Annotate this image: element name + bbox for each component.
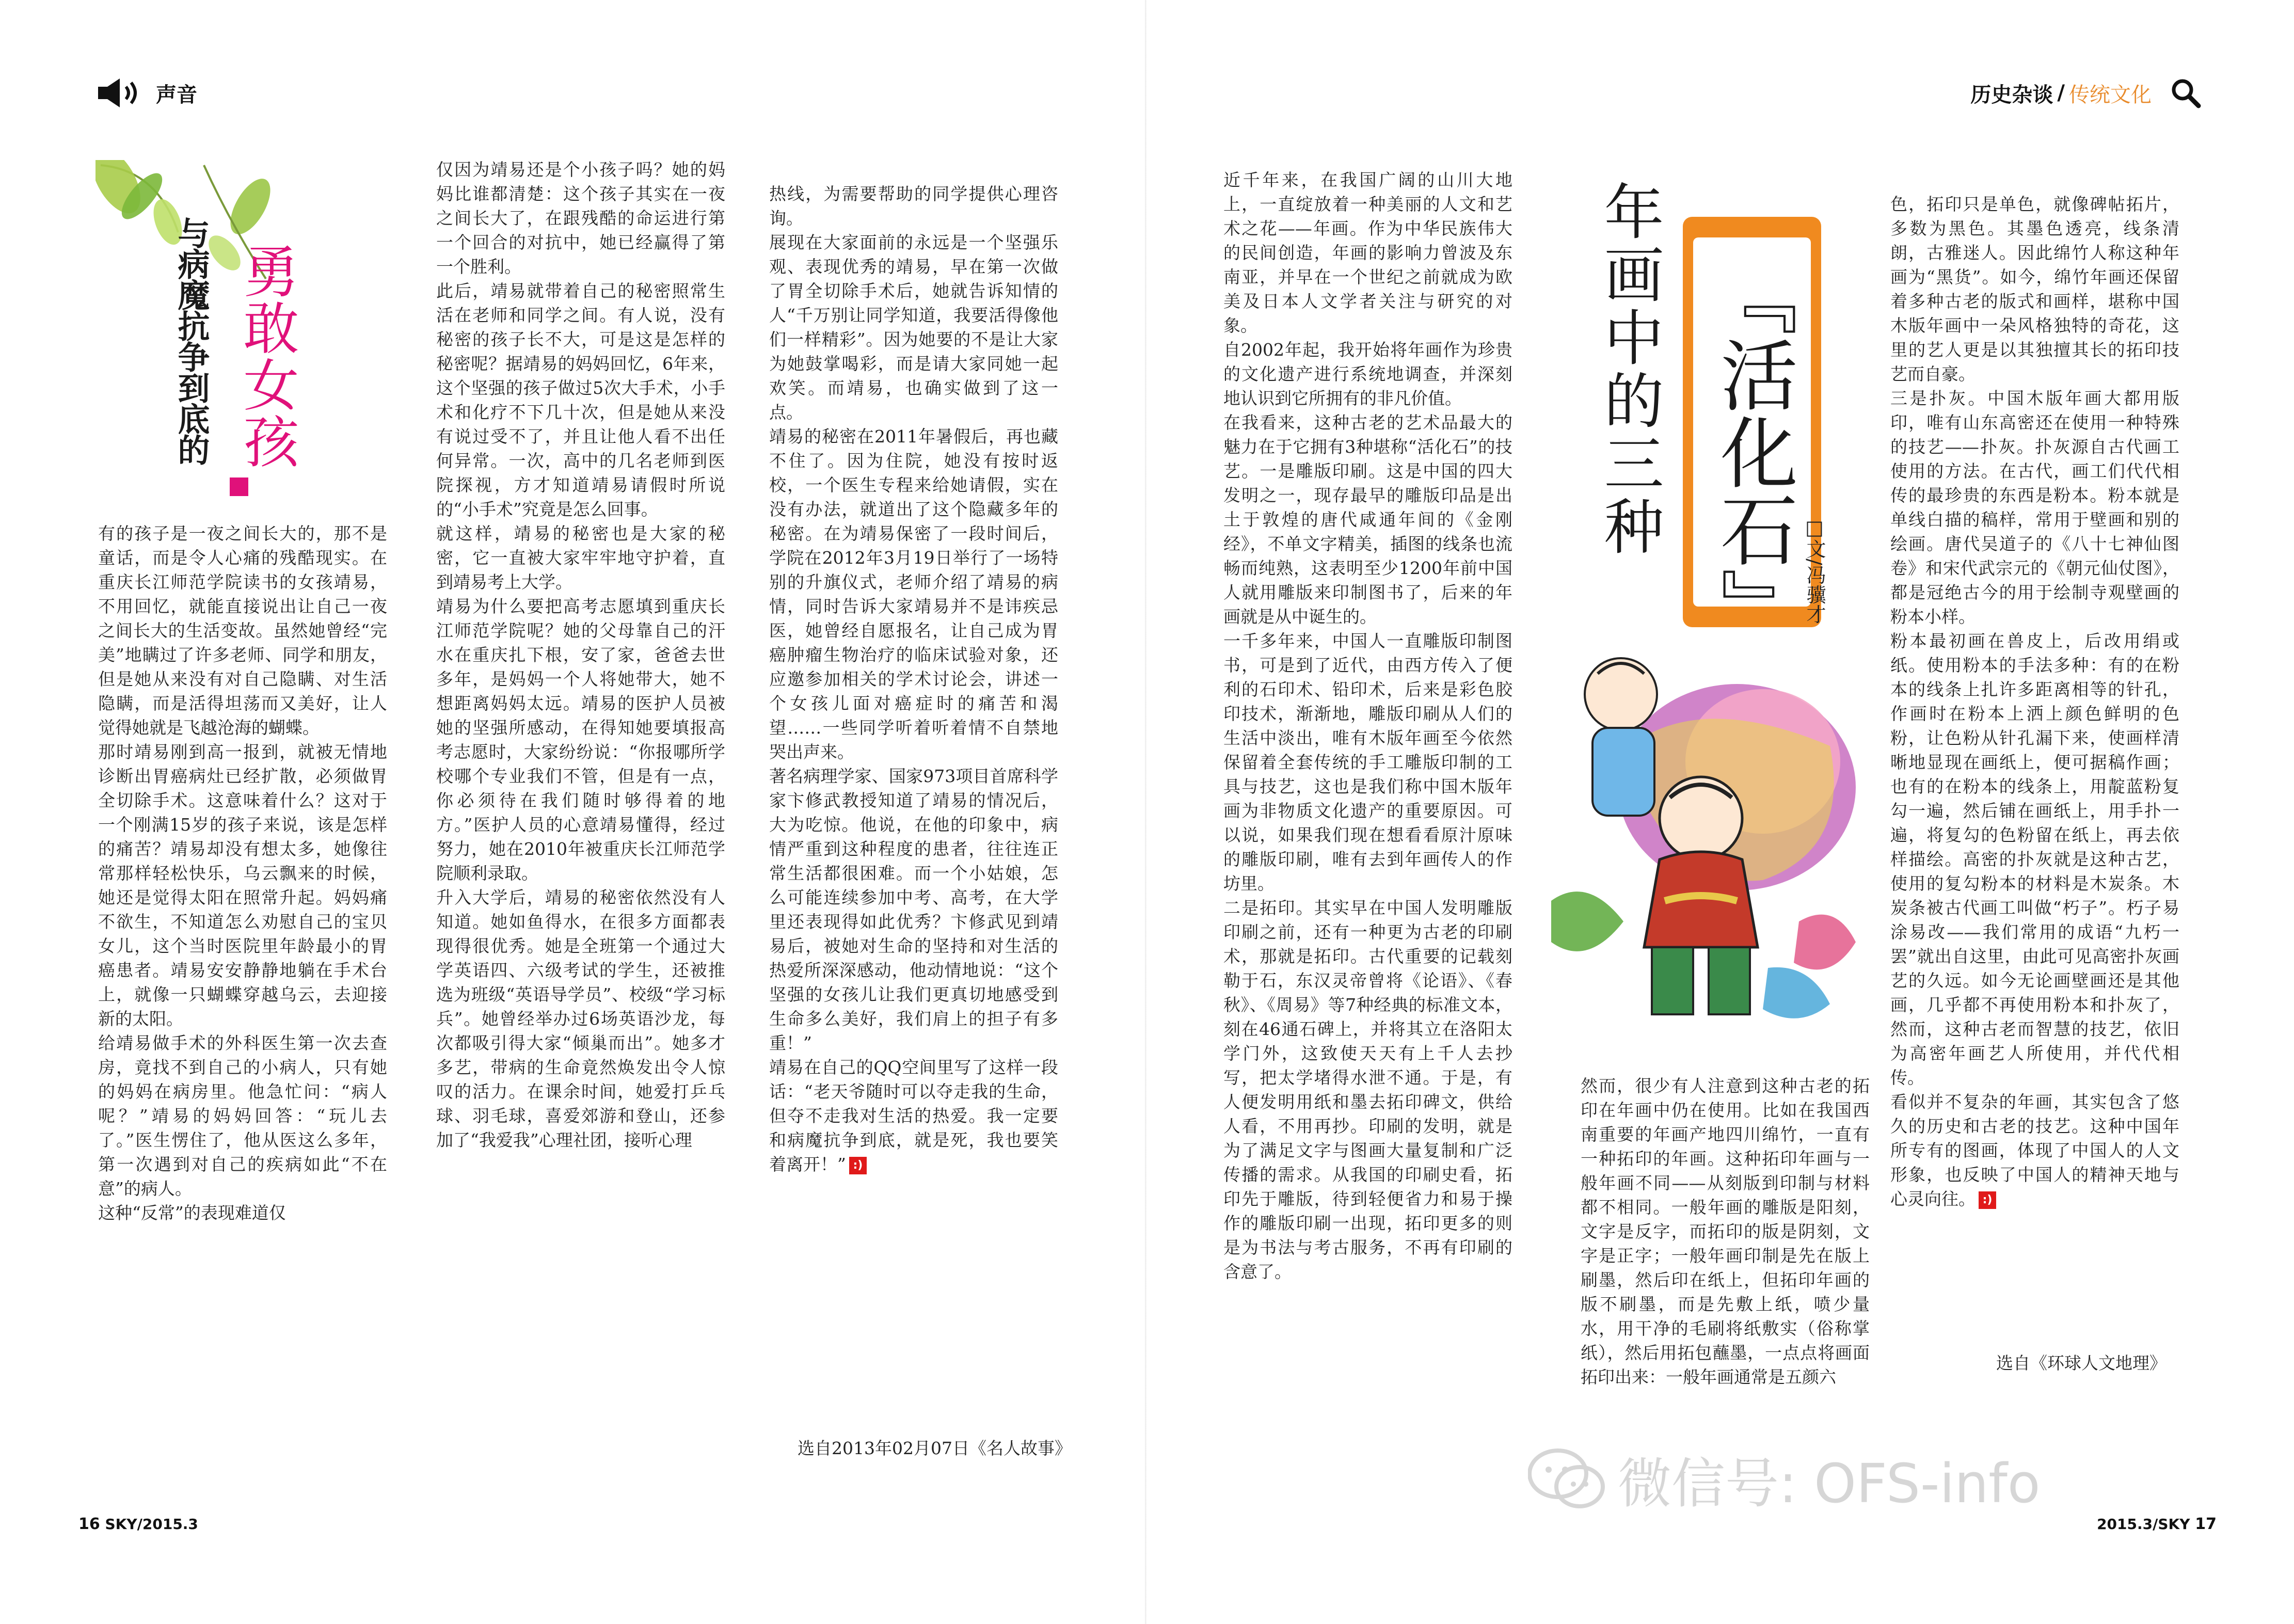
title-highlight-inner <box>1693 237 1811 645</box>
magnifier-icon <box>2170 77 2201 108</box>
end-mark-right: :) <box>1979 1191 1996 1209</box>
right-column-3 <box>1890 168 2179 1211</box>
end-mark: :) <box>849 1157 867 1174</box>
left-source: 选自2013年02月07日《名人故事》 <box>798 1438 1072 1458</box>
left-column-3 <box>769 157 1058 1176</box>
left-header <box>98 77 197 108</box>
left-column-1: 有的孩子是一夜之间长大的，那不是童话，而是令人心痛的残酷现实。在重庆长江师范学院读书的女孩靖易，不用回忆，就能直接说出让自己一夜之间长大的生活变故。虽然她曾经“完美”地瞒过了许多老师、同学和朋友，但是她从来没有对自己隐瞒、对生活隐瞒，而是活得坦荡而又美好，让人觉得她就是飞越沧海的蝴蝶。 那时靖易刚到高一报到，就被无情地诊断出胃癌病灶已经扩散，必须做胃全切除手术。这意味着什么？这对于一个刚满15岁的孩子来说，该是怎样的痛苦？靖易却没有想太多，她像往常那样轻松快乐，乌云飘来的时候，她还是觉得太阳在照常升起。妈妈痛不欲生，不知道怎么劝慰自己的宝贝女儿，这个当时医院里年龄最小的胃癌患者。靖易安安静静地躺在手术台上，就像一只蝴蝶穿越乌云，去迎接新的太阳。 给靖易做手术的外科医生第一次去查房，竟找不到自己的小病人，只有她的妈妈在病房里。他急忙问：“病人呢？”靖易的妈妈回答：“玩儿去了。”医生愣住了，他从医这么多年，第一次遇到对自己的疾病如此“不在意”的病人。 这种“反常”的表现难道仅 <box>98 523 387 1223</box>
article-title: 勇敢女孩 <box>234 243 298 470</box>
left-column-2: 仅因为靖易还是个小孩子吗？她的妈妈比谁都清楚：这个孩子其实在一夜之间长大了，在跟残酷的命运进行第一个回合的对抗中，她已经赢得了第一个胜利。 此后，靖易就带着自己的秘密照常生活在老师和同学之间。有人说，没有秘密的孩子长不大，可是这是怎样的秘密呢？据靖易的妈妈回忆，6年来，这个坚强的孩子做过5次大手术，小手术和化疗不下几十次，但是她从来没有说过受不了，并且让他人看不出任何异常。一次，高中的几名老师到医院探视，方才知道靖易请假时所说的“小手术”究竟是怎么回事。 就这样，靖易的秘密也是大家的秘密，它一直被大家牢牢地守护着，直到靖易考上大学。 靖易为什么要把高考志愿填到重庆长江师范学院呢？她的父母靠自己的汗水在重庆扎下根，安了家，爸爸去世多年，是妈妈一个人将她带大，她不想距离妈妈太远。靖易的医护人员被她的坚强所感动，在得知她要填报高考志愿时，大家纷纷说：“你报哪所学校哪个专业我们不管，但是有一点，你必须待在我们随时够得着的地方。”医护人员的心意靖易懂得，经过努力，她在2010年被重庆长江师范学院顺利录取。 升入大学后，靖易的秘密依然没有人知道。她如鱼得水，在很多方面都表现得很优秀。她是全班第一个通过大学英语四、六级考试的学生，还被推选为班级“英语导学员”、校级“学习标兵”。她曾经举办过6场英语沙龙，每次都吸引得大家“倾巢而出”。她多才多艺，带病的生命竟然焕发出令人惊叹的活力。在课余时间，她爱打乒乓球、羽毛球，喜爱郊游和登山，还参加了“我爱我”心理社团，接听心理 <box>436 160 725 1150</box>
article-subtitle: 与病魔抗争到底的 <box>172 217 210 465</box>
article-title-right: 年画中的三种 <box>1594 181 1664 559</box>
left-page-number: 16 <box>78 1515 100 1533</box>
right-page-number: 17 <box>2195 1515 2217 1533</box>
left-folio-text: SKY/2015.3 <box>105 1516 198 1533</box>
left-folio <box>78 1515 198 1533</box>
section-slash: / <box>2057 81 2065 105</box>
title-accent-square <box>230 477 248 496</box>
right-header <box>1970 77 2201 108</box>
right-column-3-text: 色，拓印只是单色，就像碑帖拓片，多数为黑色。其墨色透亮，线条清朗，古雅迷人。因此绵竹人称这种年画为“黑货”。如今，绵竹年画还保留着多种古老的版式和画样，堪称中国木版年画中一朵风格独特的奇花，这里的艺人更是以其独擅其长的拓印技艺而自豪。 三是扑灰。中国木版年画大都用版印，唯有山东高密还在使用一种特殊的技艺——扑灰。扑灰源自古代画工使用的方法。在古代，画工们代代相传的最珍贵的东西是粉本。粉本就是单线白描的稿样，常用于壁画和别的绘画。唐代吴道子的《八十七神仙图卷》和宋代武宗元的《朝元仙仗图》，都是冠绝古今的用于绘制寺观壁画的粉本小样。 粉本最初画在兽皮上，后改用绢或纸。使用粉本的手法多种：有的在粉本的线条上扎许多距离相等的针孔，作画时在粉本上洒上颜色鲜明的色粉，让色粉从针孔漏下来，使画样清晰地显现在画纸上，便可据稿作画；也有的在粉本的线条上，用靛蓝粉复勾一遍，然后铺在画纸上，用手扑一遍，将复勾的色粉留在纸上，再去依样描绘。高密的扑灰就是这种古艺，使用的复勾粉本的材料是木炭条。木炭条被古代画工叫做“朽子”。朽子易涂易改——我们常用的成语“九朽一罢”就出自这里，由此可见高密扑灰画艺的久远。如今无论画壁画还是其他画，几乎都不再使用粉本和扑灰了，然而，这种古老而智慧的技艺，依旧为高密年画艺人所使用，并代代相传。 看似并不复杂的年画，其实包含了悠久的历史和古老的技艺。这种中国年所专有的图画，体现了中国人的人文形象，也反映了中国人的精神天地与心灵向往。 <box>1890 194 2179 1209</box>
new-year-painting-illustration <box>1541 632 1861 1035</box>
right-column-2: 然而，很少有人注意到这种古老的拓印在年画中仍在使用。比如在我国西南重要的年画产地四川绵竹，一直有一种拓印的年画。这种拓印年画与一般年画不同——从刻版到印制与材料都不相同。一般年画的雕版是阳刻，文字是反字，而拓印的版是阴刻，文字是正字；一般年画印制是先在版上刷墨，然后印在纸上，但拓印年画的版不刷墨，而是先敷上纸，喷少量水，用干净的毛刷将纸敷实（俗称掌纸），然后用拓包蘸墨，一点点将画面拓印出来：一般年画通常是五颜六 <box>1581 1076 1870 1387</box>
title-highlight: 『活化石』 <box>1707 258 1797 645</box>
wechat-icon <box>1528 1448 1605 1510</box>
watermark <box>1528 1440 2041 1518</box>
right-source: 选自《环球人文地理》 <box>1996 1353 2166 1373</box>
left-title-block <box>173 170 323 521</box>
byline: □文/冯骥才 <box>1803 516 1826 624</box>
right-column-1: 近千年来，在我国广阔的山川大地上，一直绽放着一种美丽的人文和艺术之花——年画。作为中华民族伟大的民间创造，年画的影响力曾波及东南亚，并早在一个世纪之前就成为欧美及日本人文学者关注与研究的对象。 自2002年起，我开始将年画作为珍贵的文化遗产进行系统地调查，并深刻地认识到它所拥有的非凡价值。 在我看来，这种古老的艺术品最大的魅力在于它拥有3种堪称“活化石”的技艺。一是雕版印刷。这是中国的四大发明之一，现存最早的雕版印品是出土于敦煌的唐代咸通年间的《金刚经》，不单文字精美，插图的线条也流畅而纯熟，这表明至少1200年前中国人就用雕版来印制图书了，后来的年画就是从中诞生的。 一千多年来，中国人一直雕版印制图书，可是到了近代，由西方传入了便利的石印术、铅印术，后来是彩色胶印技术，渐渐地，雕版印刷从人们的生活中淡出，唯有木版年画至今依然保留着全套传统的手工雕版印制的工具与技艺，这也是我们称中国木版年画为非物质文化遗产的重要原因。可以说，如果我们现在想看看原汁原味的雕版印刷，唯有去到年画传人的作坊里。 二是拓印。其实早在中国人发明雕版印刷之前，还有一种更为古老的印刷术，那就是拓印。古代重要的记载刻勒于石，东汉灵帝曾将《论语》、《春秋》、《周易》等7种经典的标准文本，刻在46通石碑上，并将其立在洛阳太学门外，这致使天天有上千人去抄写，把太学堵得水泄不通。于是，有人便发明用纸和墨去拓印碑文，供给人看，不用再抄。印刷的发明，就是为了满足文字与图画大量复制和广泛传播的需求。从我国的印刷史看，拓印先于雕版，待到轻便省力和易于操作的雕版印刷一出现，拓印更多的则是为书法与考古服务，不再有印刷的含意了。 <box>1223 170 1512 1282</box>
speaker-icon <box>98 77 146 108</box>
left-column-3-text: 热线，为需要帮助的同学提供心理咨询。 展现在大家面前的永远是一个坚强乐观、表现优秀的靖易，早在第一次做了胃全切除手术后，她就告诉知情的人“千万别让同学知道，我要活得像他们一样精彩”。因为她要的不是让大家为她鼓掌喝彩，而是请大家同她一起欢笑。而靖易，也确实做到了这一点。 靖易的秘密在2011年暑假后，再也藏不住了。因为住院，她没有按时返校，一个医生专程来给她请假，实在没有办法，就道出了这个隐藏多年的秘密。在为靖易保密了一段时间后，学院在2012年3月19日举行了一场特别的升旗仪式，老师介绍了靖易的病情，同时告诉大家靖易并不是讳疾忌医，她曾经自愿报名，让自己成为胃癌肿瘤生物治疗的临床试验对象，还应邀参加相关的学术讨论会，讲述一个女孩儿面对癌症时的痛苦和渴望……一些同学听着听着情不自禁地哭出声来。 著名病理学家、国家973项目首席科学家卞修武教授知道了靖易的情况后，大为吃惊。他说，在他的印象中，病情严重到这种程度的患者，往往连正常生活都很困难。而一个小姑娘，怎么可能连续参加中考、高考，在大学里还表现得如此优秀？卞修武见到靖易后，被她对生命的坚持和对生活的热爱所深深感动，他动情地说：“这个坚强的女孩儿让我们更真切地感受到生命多么美好，我们肩上的担子有多重！” 靖易在自己的QQ空间里写了这样一段话：“老天爷随时可以夺走我的生命，但夺不走我对生活的热爱。我一定要和病魔抗争到底，就是死，我也要笑着离开！” <box>769 184 1058 1174</box>
watermark-text: 微信号: OFS-info <box>1618 1452 2041 1515</box>
section-label: 声音 <box>156 83 197 107</box>
right-folio-text: 2015.3/SKY <box>2097 1516 2190 1533</box>
section-sub: 传统文化 <box>2069 83 2152 107</box>
right-folio <box>2097 1515 2217 1533</box>
section-main: 历史杂谈 <box>1970 83 2053 107</box>
